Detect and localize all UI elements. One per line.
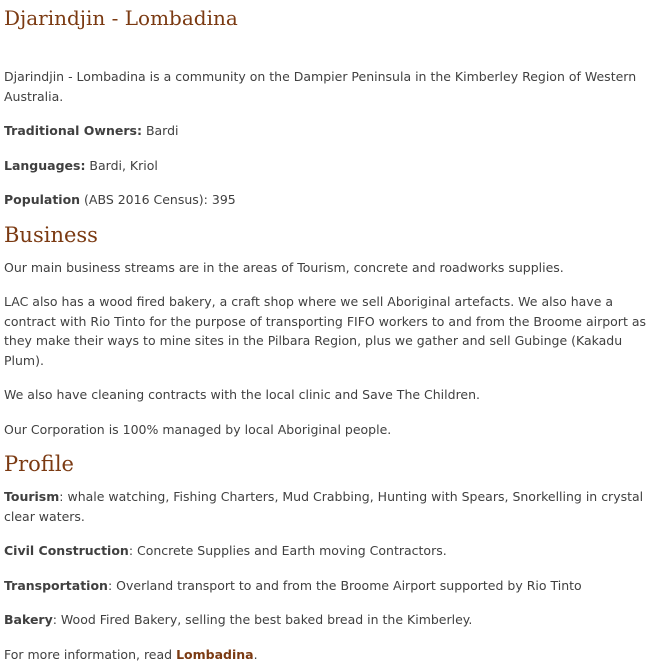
languages-label: Languages: <box>4 157 86 173</box>
languages-value: Bardi, Kriol <box>85 157 158 173</box>
profile-item-bakery <box>4 610 647 630</box>
community-description: Djarindjin - Lombadina is a community on the Dampier Peninsula in the Kimberley Region of Western Australia. <box>4 69 637 104</box>
business-paragraph: We also have cleaning contracts with the local clinic and Save The Children. <box>4 387 481 403</box>
profile-item-civil-construction <box>4 541 647 561</box>
profile-item-text: : Overland transport to and from the Broome Airport supported by Rio Tinto <box>107 577 582 593</box>
population-label: Population <box>4 192 81 207</box>
languages <box>4 156 647 176</box>
traditional-owners-value: Bardi <box>141 123 179 138</box>
profile-heading: Profile <box>4 452 74 477</box>
lombadina-link[interactable]: Lombadina <box>176 646 254 662</box>
more-info-suffix: . <box>253 646 258 662</box>
profile-item-text: : Concrete Supplies and Earth moving Contractors. <box>128 543 447 559</box>
population-value: (ABS 2016 Census): 395 <box>80 192 236 207</box>
profile-item-label: Bakery <box>4 612 53 628</box>
profile-item-label: Transportation <box>4 577 108 593</box>
more-info <box>4 645 647 664</box>
business-paragraph: LAC also has a wood fired bakery, a craft shop where we sell Aboriginal artefacts. We also have a contract with Rio Tinto for the purpose of transporting FIFO workers to and from the Broome airport as they make their ways to mine sites in the Pilbara Region, plus we gather and sell Gubinge (Kakadu Plum). <box>4 294 646 368</box>
population <box>4 190 647 210</box>
profile-item-tourism <box>4 487 647 526</box>
business-heading: Business <box>4 222 98 247</box>
traditional-owners-label: Traditional Owners: <box>4 123 142 138</box>
profile-item-transportation <box>4 576 647 596</box>
traditional-owners <box>4 121 647 141</box>
profile-item-text: : Wood Fired Bakery, selling the best baked bread in the Kimberley. <box>52 612 473 628</box>
more-info-prefix: For more information, read <box>4 646 177 662</box>
business-paragraph: Our main business streams are in the areas of Tourism, concrete and roadworks supplies. <box>4 259 564 275</box>
profile-item-label: Tourism <box>4 489 60 505</box>
business-paragraph: Our Corporation is 100% managed by local Aboriginal people. <box>4 421 392 437</box>
page-title: Djarindjin - Lombadina <box>4 6 238 30</box>
profile-item-label: Civil Construction <box>4 543 129 559</box>
profile-item-text: : whale watching, Fishing Charters, Mud Crabbing, Hunting with Spears, Snorkelling in crystal clear waters. <box>4 489 644 524</box>
